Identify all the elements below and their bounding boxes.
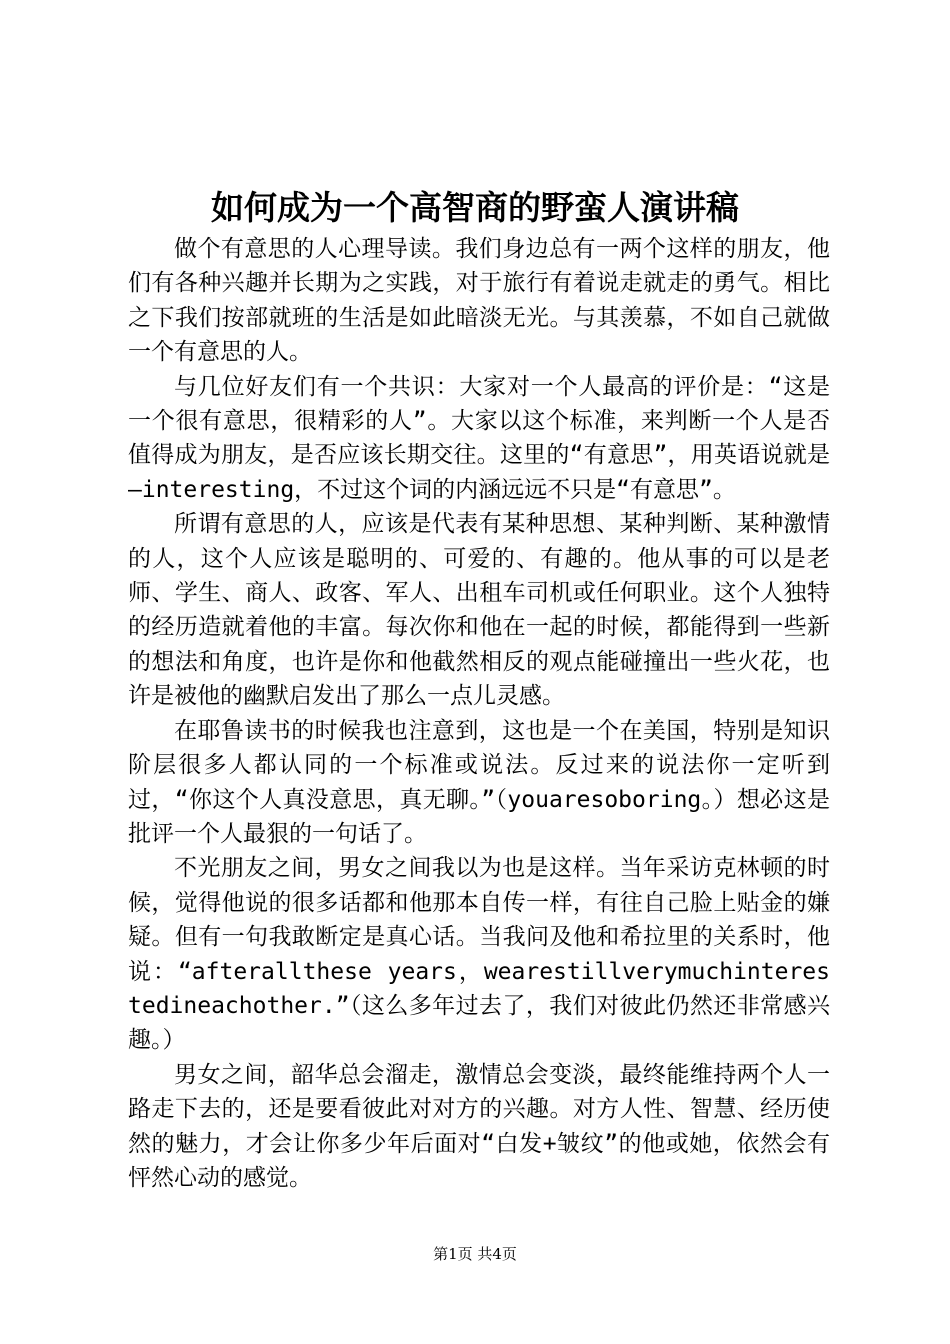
paragraph-2: 与几位好友们有一个共识：大家对一个人最高的评价是：“这是一个很有意思，很精彩的人”。大家以这个标准，来判断一个人是否值得成为朋友，是否应该长期交往。这里的“有意思”，用英语说就是—interesting，不过这个词的内涵远远不只是“有意思”。 [128, 373, 830, 503]
paragraph-3: 所谓有意思的人，应该是代表有某种思想、某种判断、某种激情的人，这个人应该是聪明的、可爱的、有趣的。他从事的可以是老师、学生、商人、政客、军人、出租车司机或任何职业。这个人独特的经历造就着他的丰富。每次你和他在一起的时候，都能得到一些新的想法和角度，也许是你和他截然相反的观点能碰撞出一些火花，也许是被他的幽默启发出了那么一点儿灵感。 [128, 511, 830, 710]
document-title: 如何成为一个高智商的野蛮人演讲稿 [211, 188, 739, 227]
paragraph-6: 男女之间，韶华总会溜走，激情总会变淡，最终能维持两个人一路走下去的，还是要看彼此对对方的兴趣。对方人性、智慧、经历使然的魅力，才会让你多少年后面对“白发+皱纹”的他或她，依然会有怦然心动的感觉。 [128, 1061, 830, 1191]
paragraph-4: 在耶鲁读书的时候我也注意到，这也是一个在美国，特别是知识阶层很多人都认同的一个标准或说法。反过来的说法你一定听到过，“你这个人真没意思，真无聊。”（youaresoboring。）想必这是批评一个人最狠的一句话了。 [128, 717, 830, 847]
page-number-footer: 第1页 共4页 [433, 1245, 517, 1263]
paragraph-1: 做个有意思的人心理导读。我们身边总有一两个这样的朋友，他们有各种兴趣并长期为之实践，对于旅行有着说走就走的勇气。相比之下我们按部就班的生活是如此暗淡无光。与其羡慕，不如自己就做一个有意思的人。 [128, 236, 830, 366]
document-body [128, 232, 830, 1195]
paragraph-5: 不光朋友之间，男女之间我以为也是这样。当年采访克林顿的时候，觉得他说的很多话都和他那本自传一样，有往自己脸上贴金的嫌疑。但有一句我敢断定是真心话。当我问及他和希拉里的关系时，他说：“afterallthese years，wearestillverymuchinterestedineachother.”（这么多年过去了，我们对彼此仍然还非常感兴趣。） [128, 855, 830, 1054]
